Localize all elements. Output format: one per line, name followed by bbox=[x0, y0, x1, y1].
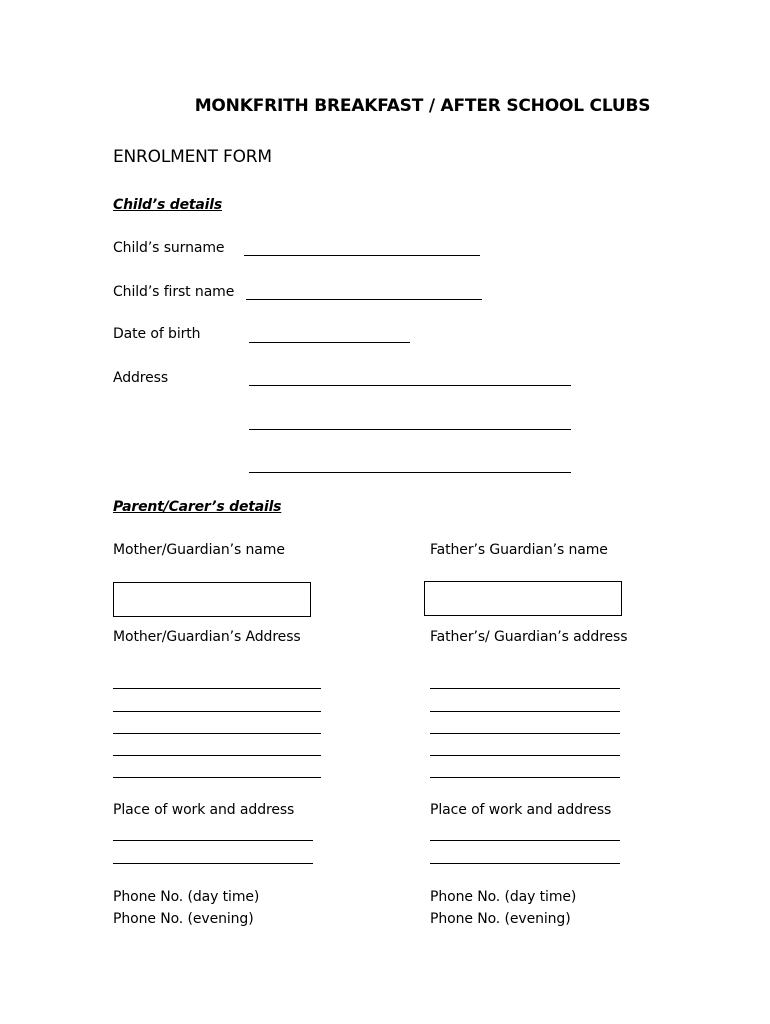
father-work-label: Place of work and address bbox=[430, 802, 612, 818]
father-phone-day-label: Phone No. (day time) bbox=[430, 889, 577, 905]
child-details-heading: Child’s details bbox=[113, 197, 222, 213]
father-address-line[interactable] bbox=[430, 688, 620, 689]
mother-phone-day-label: Phone No. (day time) bbox=[113, 889, 260, 905]
mother-address-line[interactable] bbox=[113, 733, 321, 734]
mother-address-line[interactable] bbox=[113, 777, 321, 778]
address-line-3[interactable] bbox=[249, 472, 571, 473]
mother-address-label: Mother/Guardian’s Address bbox=[113, 629, 301, 645]
mother-address-line[interactable] bbox=[113, 755, 321, 756]
father-name-label: Father’s Guardian’s name bbox=[430, 542, 608, 558]
father-address-line[interactable] bbox=[430, 711, 620, 712]
father-work-line[interactable] bbox=[430, 863, 620, 864]
child-first-name-field[interactable] bbox=[246, 299, 482, 300]
mother-name-box[interactable] bbox=[113, 582, 311, 617]
father-address-line[interactable] bbox=[430, 777, 620, 778]
mother-phone-evening-label: Phone No. (evening) bbox=[113, 911, 254, 927]
child-surname-label: Child’s surname bbox=[113, 240, 225, 256]
mother-address-line[interactable] bbox=[113, 711, 321, 712]
child-surname-field[interactable] bbox=[244, 255, 480, 256]
mother-name-label: Mother/Guardian’s name bbox=[113, 542, 285, 558]
address-label: Address bbox=[113, 370, 169, 386]
father-address-line[interactable] bbox=[430, 733, 620, 734]
father-work-line[interactable] bbox=[430, 840, 620, 841]
form-subtitle: ENROLMENT FORM bbox=[113, 147, 272, 167]
mother-work-line[interactable] bbox=[113, 863, 313, 864]
child-first-name-label: Child’s first name bbox=[113, 284, 235, 300]
address-line-2[interactable] bbox=[249, 429, 571, 430]
date-of-birth-field[interactable] bbox=[249, 342, 410, 343]
father-address-line[interactable] bbox=[430, 755, 620, 756]
father-phone-evening-label: Phone No. (evening) bbox=[430, 911, 571, 927]
date-of-birth-label: Date of birth bbox=[113, 326, 201, 342]
father-name-box[interactable] bbox=[424, 581, 622, 616]
form-title: MONKFRITH BREAKFAST / AFTER SCHOOL CLUBS bbox=[194, 96, 651, 116]
parent-details-heading: Parent/Carer’s details bbox=[113, 499, 282, 515]
father-address-label: Father’s/ Guardian’s address bbox=[430, 629, 628, 645]
address-line-1[interactable] bbox=[249, 385, 571, 386]
mother-address-line[interactable] bbox=[113, 688, 321, 689]
mother-work-line[interactable] bbox=[113, 840, 313, 841]
mother-work-label: Place of work and address bbox=[113, 802, 295, 818]
